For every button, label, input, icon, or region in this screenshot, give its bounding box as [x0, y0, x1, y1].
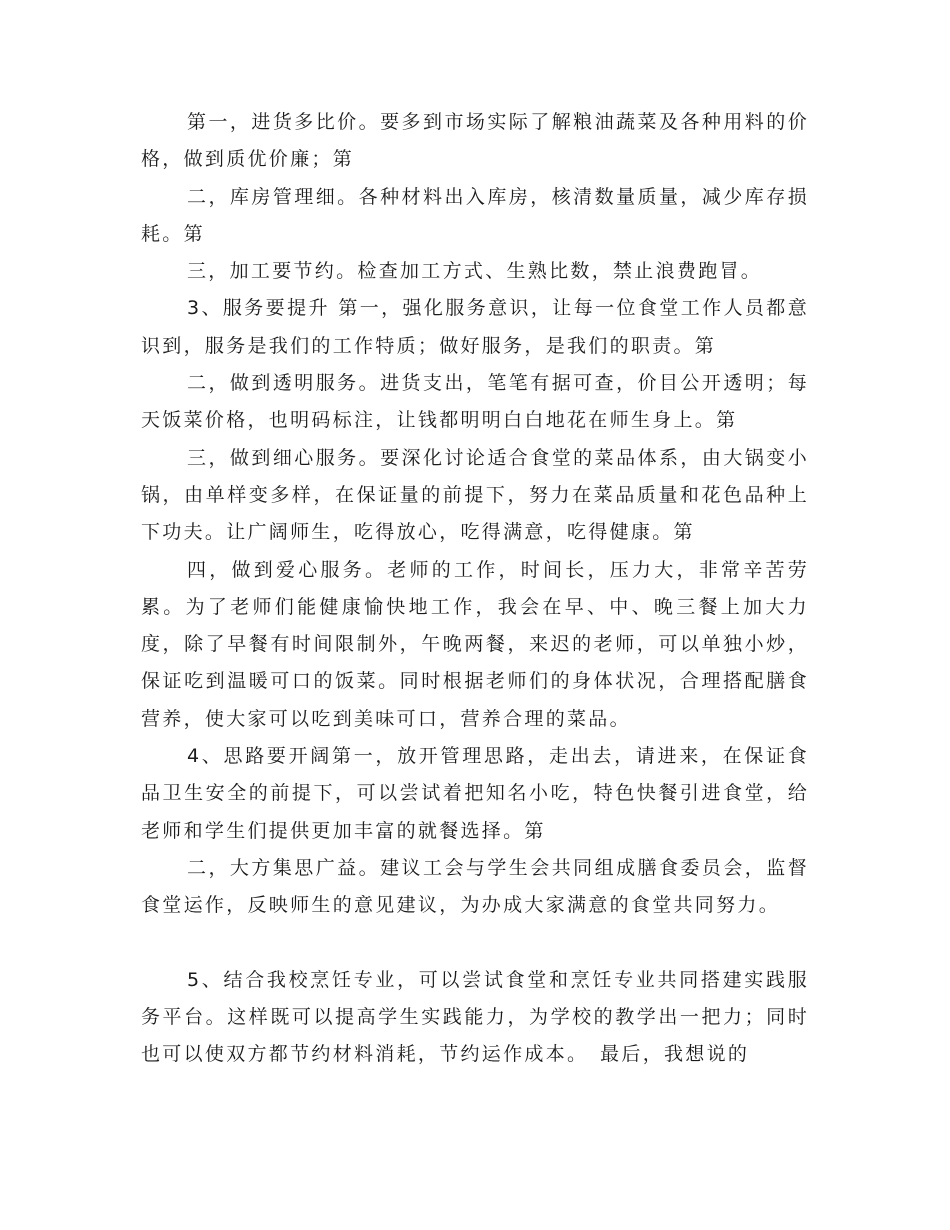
- paragraph-1: 第一，进货多比价。要多到市场实际了解粮油蔬菜及各种用料的价格，做到质优价廉；第: [141, 111, 809, 171]
- paragraph-6: 三，做到细心服务。要深化讨论适合食堂的菜品体系，由大锅变小锅，由单样变多样，在保证量的前提下，努力在菜品质量和花色品种上下功夫。让广阔师生，吃得放心，吃得满意，吃得健康。第: [141, 446, 809, 544]
- paragraph-8: 4、思路要开阔第一，放开管理思路，走出去，请进来，在保证食品卫生安全的前提下，可以尝试着把知名小吃，特色快餐引进食堂，给老师和学生们提供更加丰富的就餐选择。第: [141, 745, 809, 842]
- paragraph-10: 5、结合我校烹饪专业，可以尝试食堂和烹饪专业共同搭建实践服务平台。这样既可以提高学生实践能力，为学校的教学出一把力；同时也可以使双方都节约材料消耗，节约运作成本。 最后，我想说的: [141, 968, 809, 1066]
- paragraph-9: 二，大方集思广益。建议工会与学生会共同组成膳食委员会，监督食堂运作，反映师生的意见建议，为办成大家满意的食堂共同努力。: [141, 856, 809, 917]
- document-body: [141, 104, 809, 1073]
- paragraph-5: 二，做到透明服务。进货支出，笔笔有据可查，价目公开透明；每天饭菜价格，也明码标注，让钱都明明白白地花在师生身上。第: [141, 372, 809, 432]
- paragraph-spacer: [141, 925, 809, 962]
- paragraph-7: 四，做到爱心服务。老师的工作，时间长，压力大，非常辛苦劳累。为了老师们能健康愉快地工作，我会在早、中、晚三餐上加大力度，除了早餐有时间限制外，午晚两餐，来迟的老师，可以单独小炒，保证吃到温暖可口的饭菜。同时根据老师们的身体状况，合理搭配膳食营养，使大家可以吃到美味可口，营养合理的菜品。: [141, 558, 809, 730]
- paragraph-2: 二，库房管理细。各种材料出入库房，核清数量质量，减少库存损耗。第: [141, 185, 809, 245]
- paragraph-4: 3、服务要提升 第一，强化服务意识，让每一位食堂工作人员都意识到，服务是我们的工作特质；做好服务，是我们的职责。第: [141, 297, 809, 357]
- paragraph-3: 三，加工要节约。检查加工方式、生熟比数，禁止浪费跑冒。: [187, 260, 763, 283]
